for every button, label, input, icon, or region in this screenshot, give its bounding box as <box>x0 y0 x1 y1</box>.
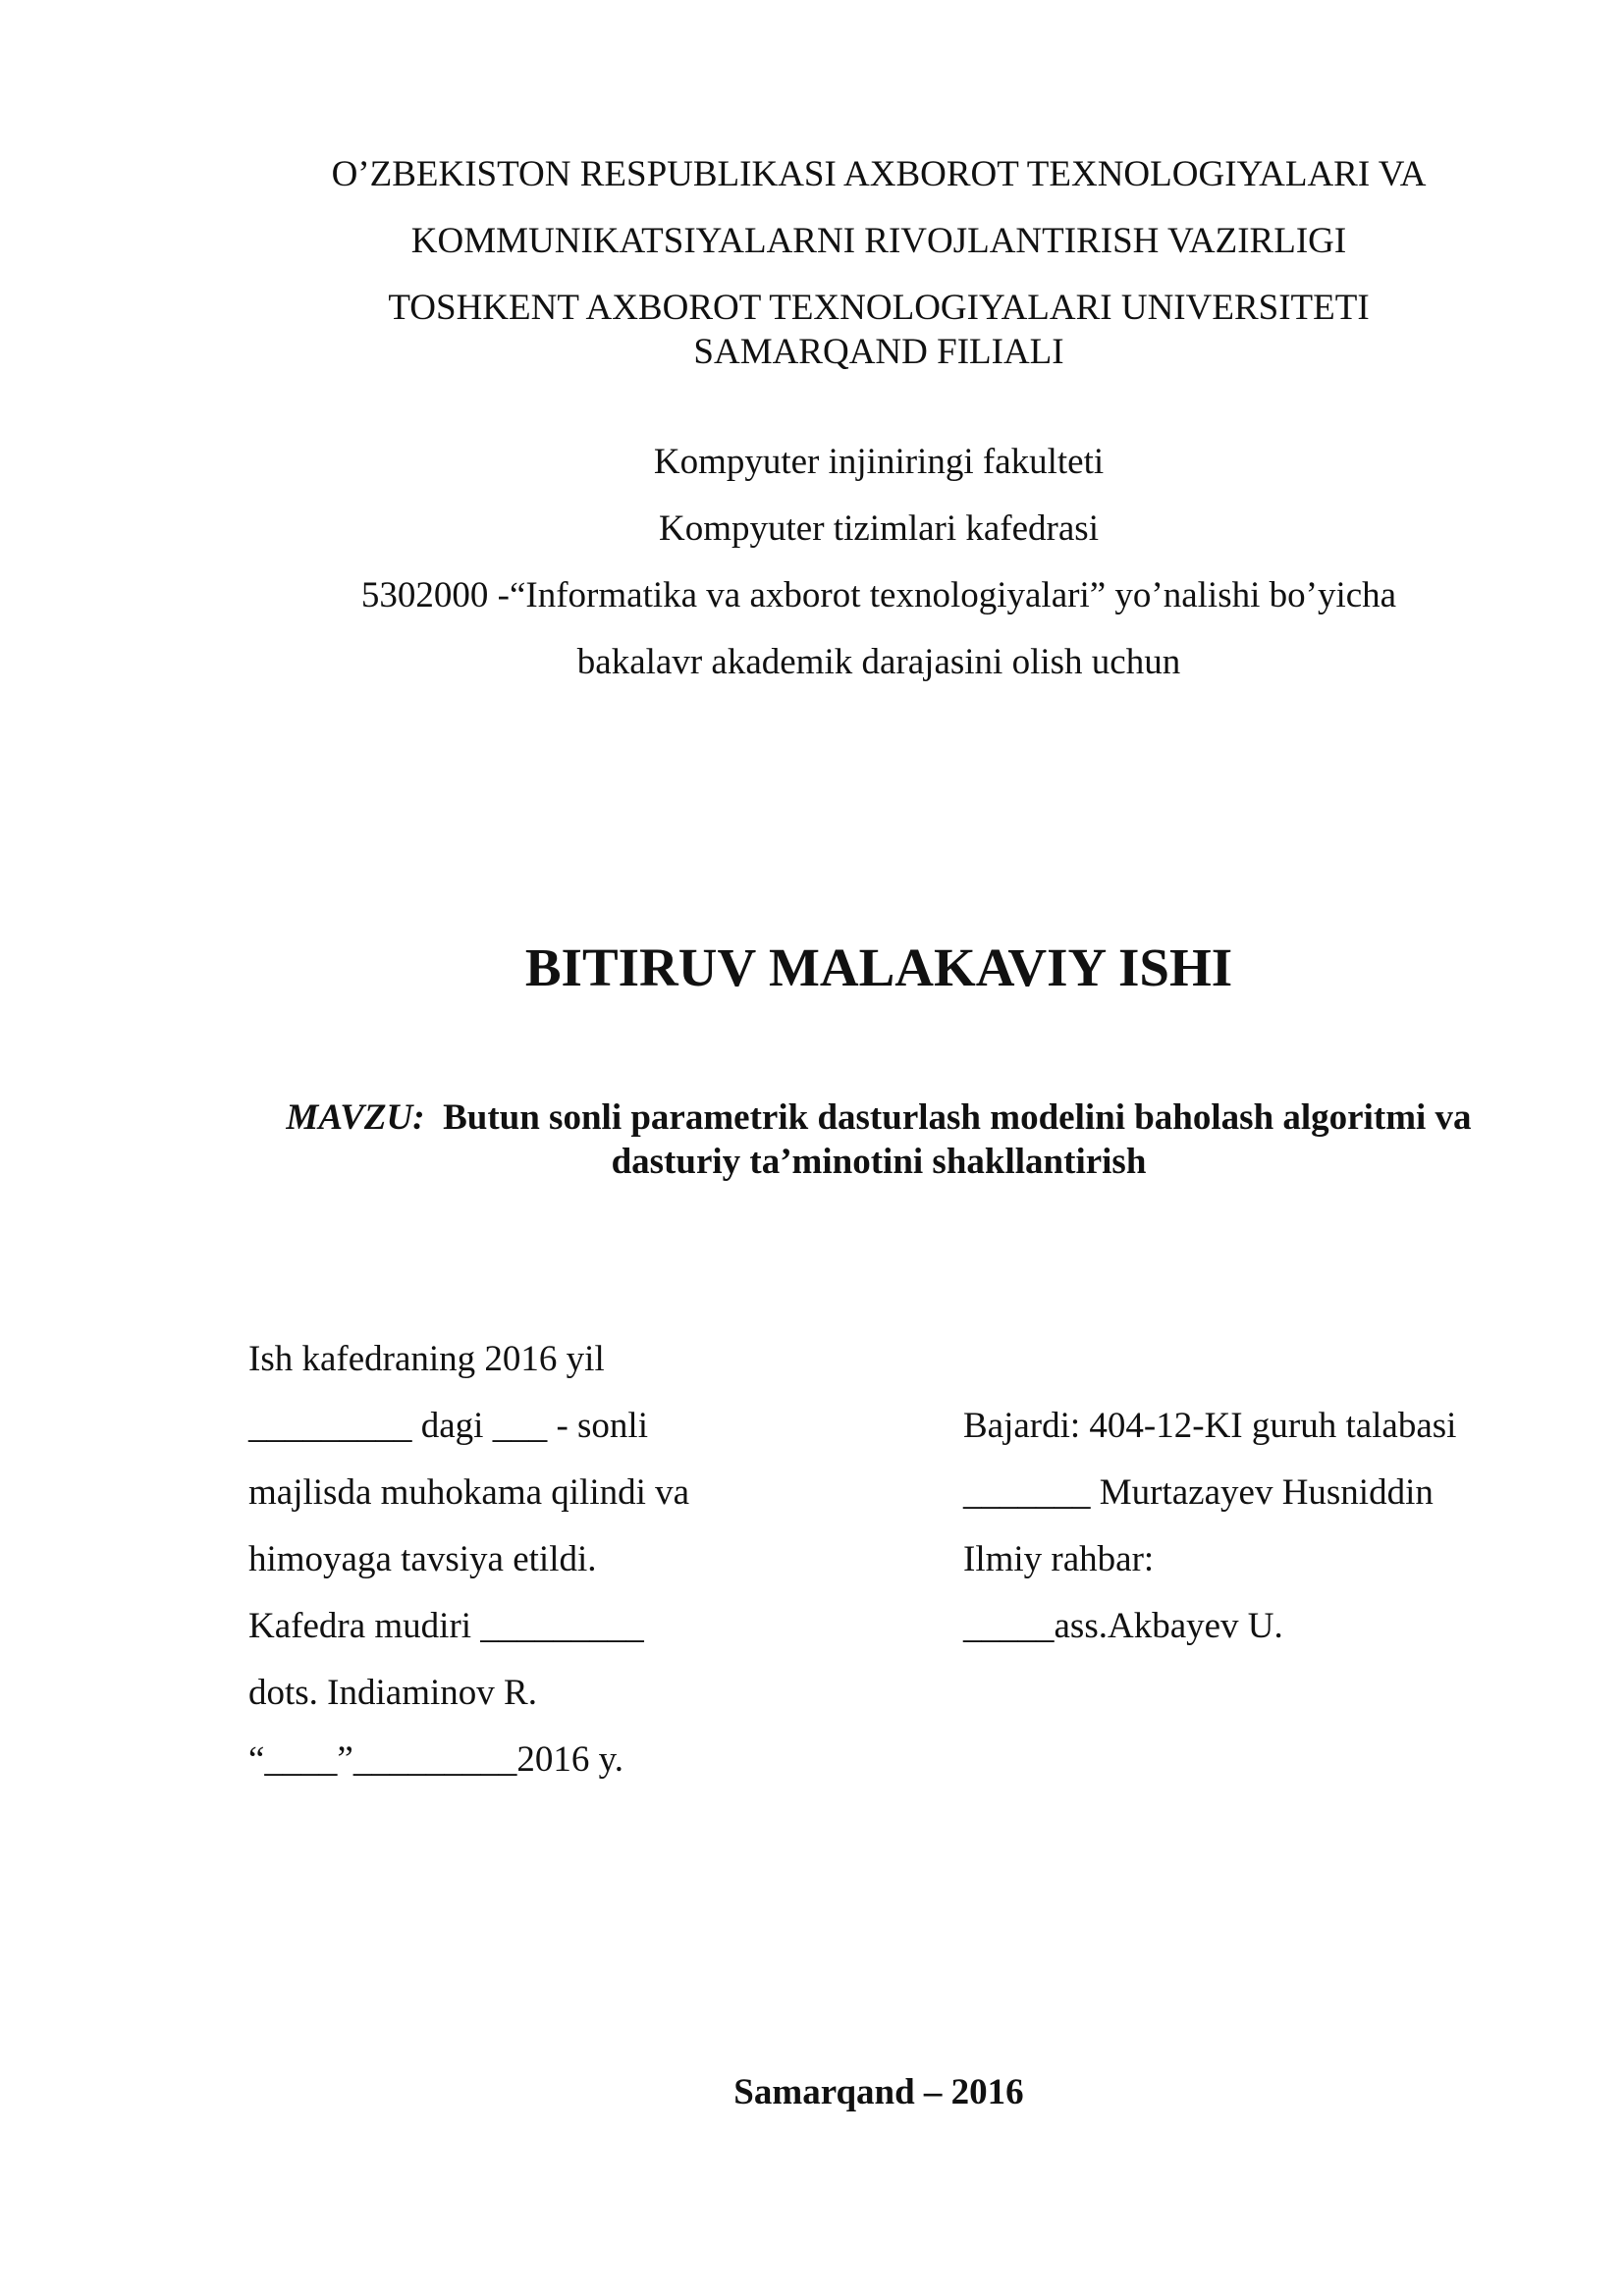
approval-line-1: Ish kafedraning 2016 yil <box>248 1339 605 1379</box>
ministry-line-1: O’ZBEKISTON RESPUBLIKASI AXBOROT TEXNOLOGIYALARI VA <box>331 154 1427 194</box>
head-of-chair-line: Kafedra mudiri _________ <box>248 1606 644 1646</box>
program-name: 5302000 -“Informatika va axborot texnologiyalari” yo’nalishi bo’yicha <box>360 575 1397 615</box>
topic-line-1 <box>0 1095 1624 1140</box>
document-title: BITIRUV MALAKAVIY ISHI <box>524 937 1233 997</box>
supervisor-label: Ilmiy rahbar: <box>963 1539 1155 1579</box>
university-line-2: SAMARQAND FILIALI <box>693 332 1064 372</box>
chair-name: Kompyuter tizimlari kafedrasi <box>659 508 1099 549</box>
topic-block <box>0 1095 1624 1184</box>
topic-text-1: Butun sonli parametrik dasturlash modelini baholash algoritmi va <box>443 1097 1472 1138</box>
head-of-chair-name: dots. Indiaminov R. <box>248 1673 537 1713</box>
ministry-line-2: KOMMUNIKATSIYALARNI RIVOJLANTIRISH VAZIRLIGI <box>410 221 1347 261</box>
approval-line-4: himoyaga tavsiya etildi. <box>248 1539 597 1579</box>
approval-line-3: majlisda muhokama qilindi va <box>248 1472 690 1513</box>
topic-label: MAVZU: <box>286 1097 425 1138</box>
place-year: Samarqand – 2016 <box>733 2072 1024 2112</box>
university-line-1: TOSHKENT AXBOROT TEXNOLOGIYALARI UNIVERSITETI <box>388 288 1370 328</box>
topic-text-2: dasturiy ta’minotini shakllantirish <box>611 1142 1147 1182</box>
approval-date: “____”_________2016 y. <box>248 1739 623 1780</box>
author-name: _______ Murtazayev Husniddin <box>963 1472 1434 1513</box>
supervisor-name: _____ass.Akbayev U. <box>963 1606 1283 1646</box>
degree-text: bakalavr akademik darajasini olish uchun <box>576 642 1181 682</box>
approval-line-2: _________ dagi ___ - sonli <box>248 1406 648 1446</box>
author-group-line: Bajardi: 404-12-KI guruh talabasi <box>963 1406 1457 1446</box>
faculty-name: Kompyuter injiniringi fakulteti <box>653 442 1105 482</box>
